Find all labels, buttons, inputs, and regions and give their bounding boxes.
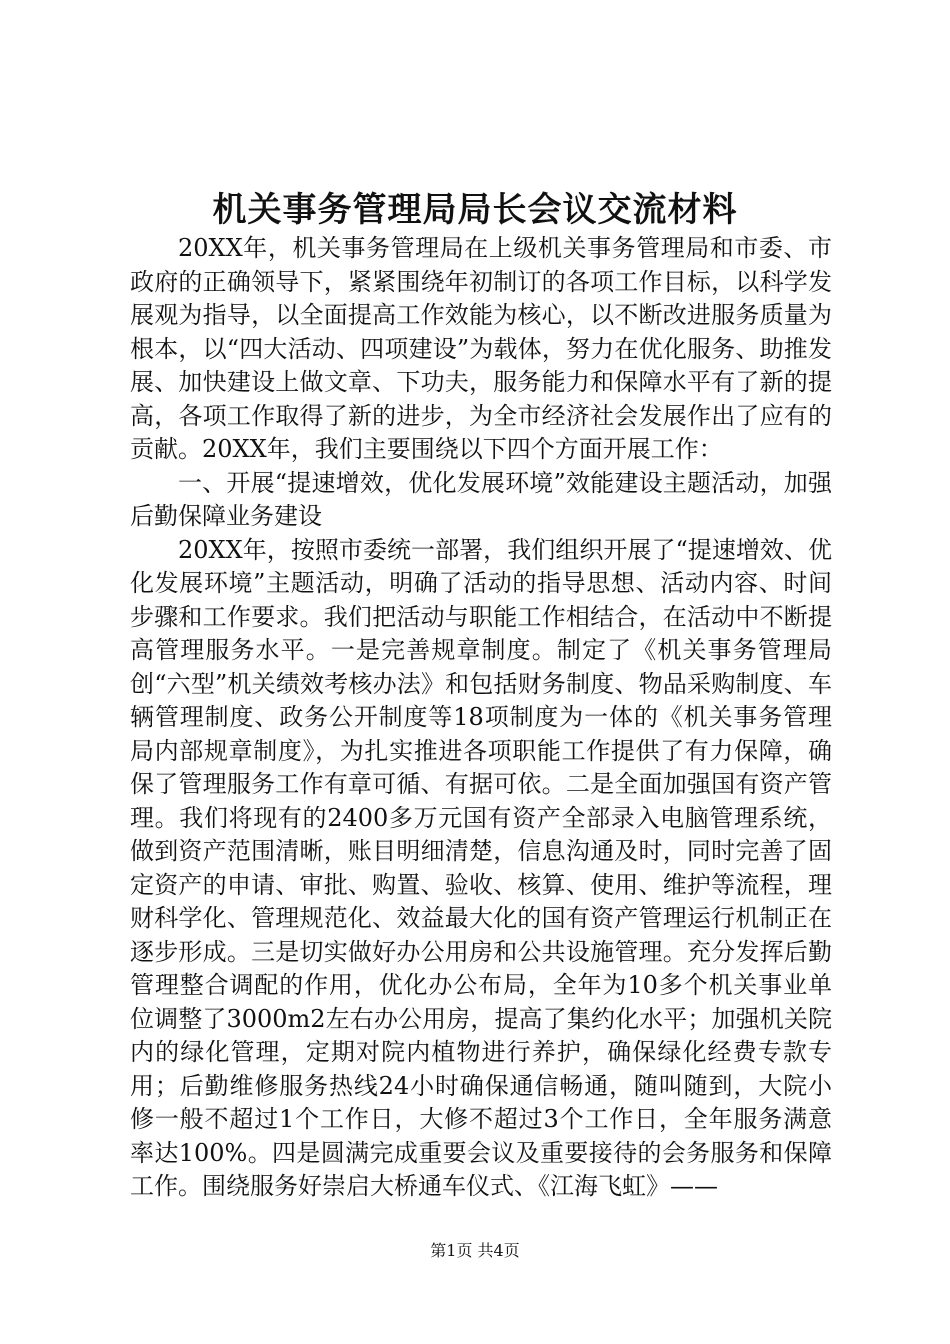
paragraph-section-1: 20XX年，按照市委统一部署，我们组织开展了“提速增效、优化发展环境”主题活动，明确了活动的指导思想、活动内容、时间步骤和工作要求。我们把活动与职能工作相结合，在活动中不断提高管理服务水平。一是完善规章制度。制定了《机关事务管理局创“六型”机关绩效考核办法》和包括财务制度、物品采购制度、车辆管理制度、政务公开制度等18项制度为一体的《机关事务管理局内部规章制度》，为扎实推进各项职能工作提供了有力保障，确保了管理服务工作有章可循、有据可依。二是全面加强国有资产管理。我们将现有的2400多万元国有资产全部录入电脑管理系统，做到资产范围清晰，账目明细清楚，信息沟通及时，同时完善了固定资产的申请、审批、购置、验收、核算、使用、维护等流程，理财科学化、管理规范化、效益最大化的国有资产管理运行机制正在逐步形成。三是切实做好办公用房和公共设施管理。充分发挥后勤管理整合调配的作用，优化办公布局，全年为10多个机关事业单位调整了3000m2左右办公用房，提高了集约化水平；加强机关院内的绿化管理，定期对院内植物进行养护，确保绿化经费专款专用；后勤维修服务热线24小时确保通信畅通，随叫随到，大院小修一般不超过1个工作日，大修不超过3个工作日，全年服务满意率达100%。四是圆满完成重要会议及重要接待的会务服务和保障工作。围绕服务好崇启大桥通车仪式、《江海飞虹》—— [130, 535, 832, 1200]
paragraph-intro: 20XX年，机关事务管理局在上级机关事务管理局和市委、市政府的正确领导下，紧紧围绕年初制订的各项工作目标，以科学发展观为指导，以全面提高工作效能为核心，以不断改进服务质量为根本，以“四大活动、四项建设”为载体，努力在优化服务、助推发展、加快建设上做文章、下功夫，服务能力和保障水平有了新的提高，各项工作取得了新的进步，为全市经济社会发展作出了应有的贡献。20XX年，我们主要围绕以下四个方面开展工作： [130, 234, 832, 463]
document-body [130, 232, 832, 1204]
section-heading-1: 一、开展“提速增效，优化发展环境”效能建设主题活动，加强后勤保障业务建设 [130, 468, 832, 530]
page-number-footer: 第1页 共4页 [430, 1241, 520, 1260]
document-title: 机关事务管理局局长会议交流材料 [212, 190, 738, 230]
